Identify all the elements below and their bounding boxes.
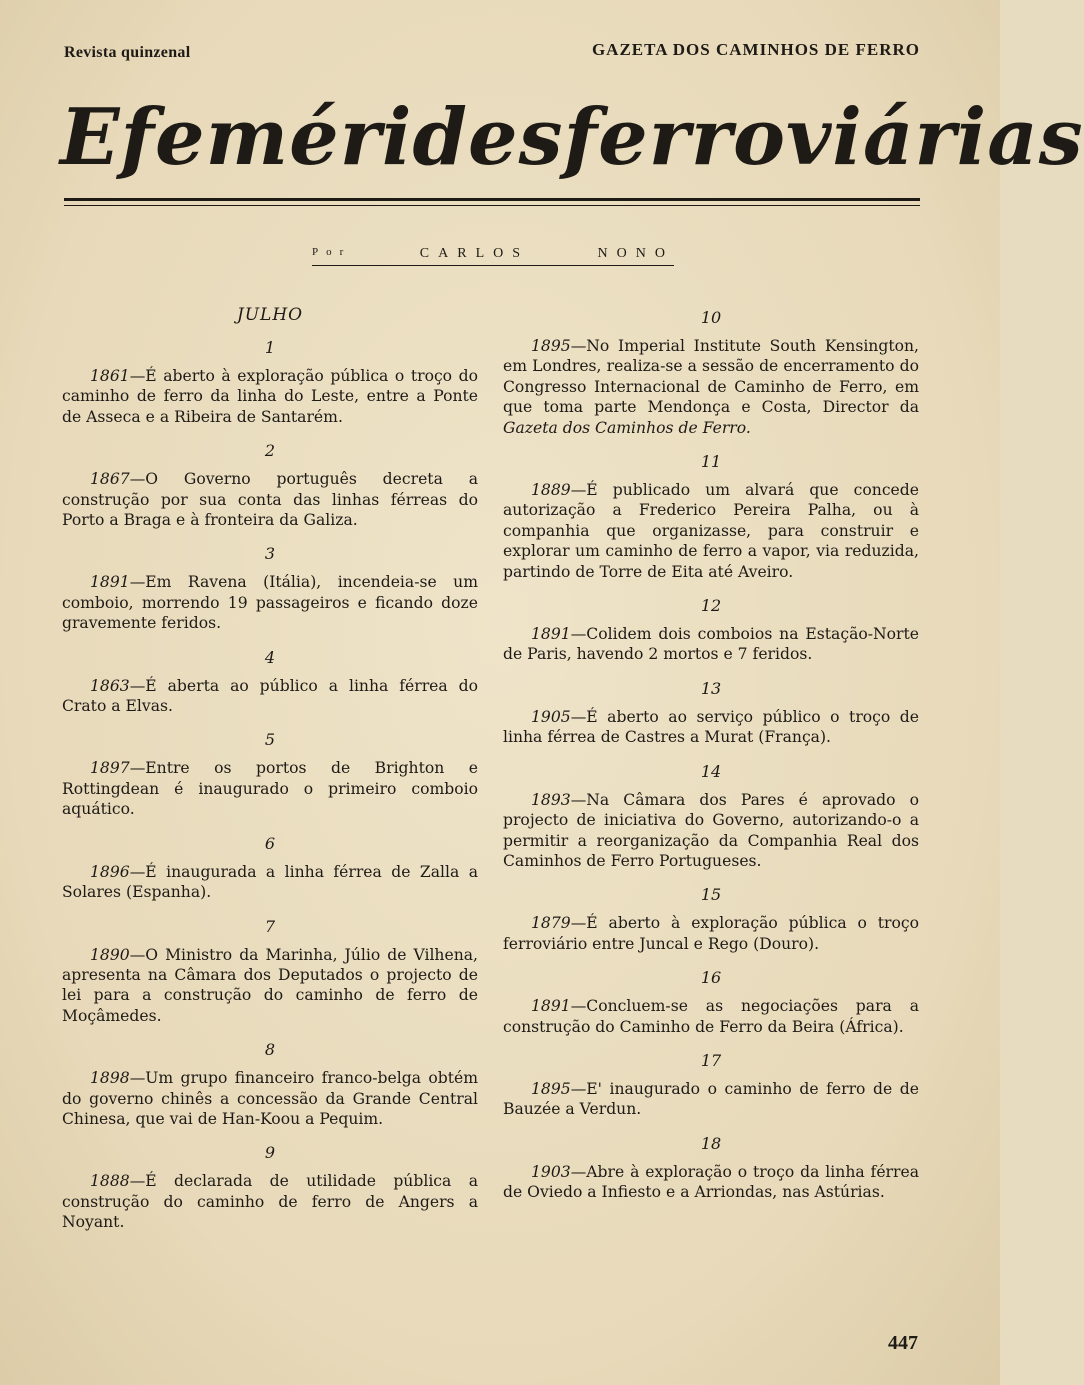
entry-dash: — <box>129 862 146 881</box>
entry <box>503 480 919 582</box>
byline <box>312 246 674 266</box>
day-number: 4 <box>264 647 276 667</box>
entry <box>503 913 919 954</box>
entry-year: 1891 <box>531 625 571 644</box>
entry <box>503 1162 919 1203</box>
day-number: 18 <box>700 1133 722 1153</box>
entry <box>62 676 478 717</box>
title-word-1: Efemérides <box>60 92 564 183</box>
entry-text: Concluem-se as negociações para a construção do Caminho de Ferro da Beira (África). <box>503 997 919 1036</box>
right-column <box>503 300 919 1209</box>
entry-dash: — <box>129 1172 146 1191</box>
day-number: 9 <box>264 1143 276 1163</box>
entry <box>62 469 478 530</box>
day-number: 15 <box>700 885 722 905</box>
entry-year: 1891 <box>531 997 571 1016</box>
entry-text: E' inaugurado o caminho de ferro de de Bauzée a Verdun. <box>503 1079 919 1119</box>
day-number: 14 <box>700 761 722 781</box>
entry <box>62 945 478 1027</box>
day-number: 8 <box>264 1040 276 1060</box>
entry-year: 1879 <box>531 914 571 933</box>
entry <box>62 572 478 633</box>
day-number: 13 <box>700 678 722 698</box>
entry-dash: — <box>129 470 146 489</box>
day-number: 6 <box>264 833 276 853</box>
entry-text: Em Ravena (Itália), incendeia-se um comboio, morrendo 19 passageiros e ficando doze gravemente feridos. <box>62 573 478 633</box>
entry-year: 1897 <box>90 759 130 778</box>
entry-dash: — <box>570 337 587 355</box>
entry-text: É aberto ao serviço público o troço de linha férrea de Castres a Murat (França). <box>503 707 919 747</box>
entry-dash: — <box>570 997 587 1016</box>
entry-dash: — <box>129 945 146 964</box>
day-number: 3 <box>264 544 276 564</box>
entry-dash: — <box>570 1162 587 1181</box>
entry-text: É declarada de utilidade pública a construção do caminho de ferro de Angers a Noyant. <box>62 1172 478 1232</box>
entry-italic-tail: Gazeta dos Caminhos de Ferro. <box>503 418 751 437</box>
entry-dash: — <box>129 676 146 695</box>
day-number: 7 <box>264 916 276 936</box>
title-rule-thin <box>64 205 920 206</box>
header-left: Revista quinzenal <box>64 44 191 61</box>
entry-dash: — <box>129 759 146 778</box>
entry-year: 1895 <box>531 337 571 355</box>
entry <box>503 996 919 1037</box>
entry <box>62 366 478 427</box>
entry-year: 1895 <box>531 1079 571 1098</box>
entry-dash: — <box>129 367 146 385</box>
entry-dash: — <box>570 914 587 933</box>
entry-year: 1867 <box>90 470 130 489</box>
entry <box>503 624 919 665</box>
entry-text: É publicado um alvará que concede autorização a Frederico Pereira Palha, ou à companhia que organizasse, para construir e explorar um caminho de ferro a vapor, via reduzida, partindo de Torre de Eita até Aveiro. <box>503 481 919 581</box>
day-number: 11 <box>700 452 722 472</box>
entry-text: É aberto à exploração pública o troço do caminho de ferro da linha do Leste, entre a Ponte de Asseca e a Ribeira de Santarém. <box>62 367 478 426</box>
month-heading: JULHO <box>236 305 304 325</box>
day-number: 2 <box>264 441 276 461</box>
entry-year: 1898 <box>90 1069 130 1088</box>
entry-year: 1863 <box>90 676 130 695</box>
title-rule-thick <box>64 198 920 201</box>
day-number: 17 <box>700 1050 722 1070</box>
entry-dash: — <box>570 1079 587 1098</box>
entry-dash: — <box>570 790 587 809</box>
entry-year: 1905 <box>531 707 571 726</box>
entry-year: 1861 <box>90 367 130 385</box>
entry-dash: — <box>129 573 146 592</box>
header-right: GAZETA DOS CAMINHOS DE FERRO <box>591 40 920 59</box>
day-number: 10 <box>700 308 722 327</box>
entry-text: Abre à exploração o troço da linha férrea de Oviedo a Infiesto e a Arriondas, nas Astúrias. <box>503 1162 919 1202</box>
entry-text: O Governo português decreta a construção por sua conta das linhas férreas do Porto a Braga e à fronteira da Galiza. <box>62 470 478 530</box>
byline-first-name: CARLOS <box>419 246 530 261</box>
left-column <box>62 300 478 1239</box>
byline-last-name: NONO <box>597 246 674 261</box>
entry-dash: — <box>570 625 587 644</box>
entry-text: No Imperial Institute South Kensington, em Londres, realiza-se a sessão de encerramento do Congresso Internacional de Caminho de Ferro, em que toma parte Mendonça e Costa, Director da <box>503 337 919 417</box>
entry-text: É aberto à exploração pública o troço ferroviário entre Juncal e Rego (Douro). <box>503 914 919 953</box>
day-number: 5 <box>264 730 276 750</box>
entry-text: Um grupo financeiro franco-belga obtém do governo chinês a concessão da Grande Central Chinesa, que vai de Han-Koou a Pequim. <box>62 1069 478 1128</box>
day-number: 16 <box>700 968 722 988</box>
entry-text: Colidem dois comboios na Estação-Norte de Paris, havendo 2 mortos e 7 feridos. <box>503 625 919 664</box>
entry <box>62 1068 478 1129</box>
title-word-2: ferroviárias <box>563 92 1084 183</box>
entry-text: É inaugurada a linha férrea de Zalla a Solares (Espanha). <box>62 862 478 902</box>
entry <box>503 790 919 872</box>
page-number: 447 <box>888 1332 918 1354</box>
entry-year: 1903 <box>531 1162 571 1181</box>
entry-text: É aberta ao público a linha férrea do Crato a Elvas. <box>62 676 478 716</box>
entry-year: 1896 <box>90 862 130 881</box>
entry <box>503 707 919 748</box>
entry <box>62 862 478 903</box>
byline-prefix: Por <box>312 246 352 258</box>
day-number: 12 <box>700 596 722 616</box>
entry-year: 1890 <box>90 945 130 964</box>
day-number: 1 <box>264 338 276 357</box>
entry <box>62 758 478 819</box>
entry-text: O Ministro da Marinha, Júlio de Vilhena, apresenta na Câmara dos Deputados o projecto de lei para a construção do caminho de ferro de Moçâmedes. <box>62 945 478 1025</box>
entry <box>503 336 919 438</box>
entry-year: 1893 <box>531 790 571 809</box>
entry <box>503 1079 919 1120</box>
entry <box>62 1171 478 1232</box>
entry-text: Entre os portos de Brighton e Rottingdean é inaugurado o primeiro comboio aquático. <box>62 759 478 819</box>
entry-dash: — <box>570 707 587 726</box>
entry-year: 1891 <box>90 573 130 592</box>
page-title <box>60 88 1084 188</box>
entry-dash: — <box>129 1069 146 1088</box>
entry-year: 1888 <box>90 1172 130 1191</box>
entry-text: Na Câmara dos Pares é aprovado o projecto de iniciativa do Governo, autorizando-o a permitir a reorganização da Companhia Real dos Caminhos de Ferro Portugueses. <box>503 790 919 870</box>
entry-dash: — <box>570 481 587 500</box>
entry-year: 1889 <box>531 481 571 500</box>
